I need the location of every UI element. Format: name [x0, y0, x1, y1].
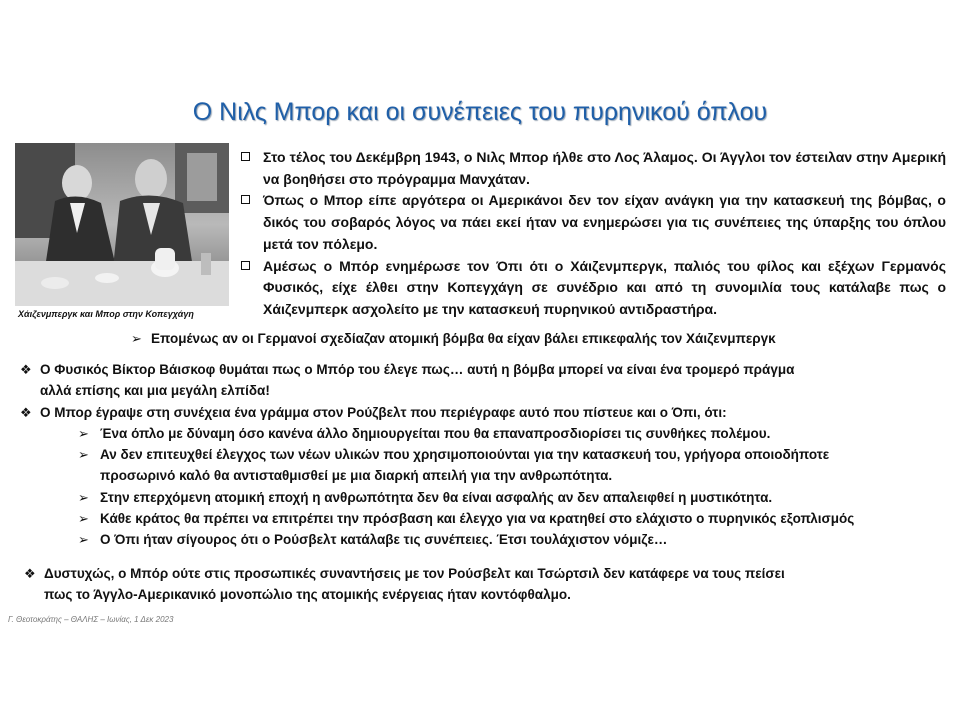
- sub-list-item-text: Ένα όπλο με δύναμη όσο κανένα άλλο δημιουργείται που θα επαναπροσδιορίσει τις συνθήκες πολέμου.: [100, 425, 771, 441]
- list-item: [238, 190, 946, 255]
- footer-credit: Γ. Θεοτοκράτης – ΘΑΛΗΣ – Ιωνίας, 1 Δεκ 2023: [8, 615, 174, 624]
- list-item-continuation: [20, 380, 940, 401]
- arrow-bullet-icon: ➢: [78, 532, 89, 548]
- arrow-bullet-icon: ➢: [78, 511, 89, 527]
- sub-list-item: [20, 508, 940, 529]
- sub-list-item: [20, 529, 940, 550]
- sub-list-item-text: προσωρινό καλό θα αντισταθμισθεί με μια διαρκή απειλή για την ανθρωπότητα.: [100, 468, 613, 484]
- conclusion-line: [131, 331, 931, 347]
- weisskopf-block: [20, 359, 940, 551]
- sub-list-item: [20, 444, 940, 465]
- page-title: Ο Νιλς Μπορ και οι συνέπειες του πυρηνικού όπλου: [192, 98, 768, 126]
- diamond-bullet-icon: ❖: [20, 362, 32, 377]
- final-block: [24, 563, 944, 606]
- sub-list-item-text: Κάθε κράτος θα πρέπει να επιτρέπει την πρόσβαση και έλεγχο για να κρατηθεί στο ελάχιστο ο πυρηνικός εξοπλισμός: [100, 511, 855, 527]
- arrow-bullet-icon: ➢: [78, 489, 89, 505]
- photo-caption: Χάιζενμπεργκ και Μπορ στην Κοπεγχάγη: [18, 309, 194, 319]
- list-item: [238, 256, 946, 321]
- sub-list-item-text: Ο Όπι ήταν σίγουρος ότι ο Ρούσβελτ κατάλαβε τις συνέπειες. Έτσι τουλάχιστον νόμιζε…: [100, 532, 668, 548]
- sub-list-item-continuation: [20, 465, 940, 486]
- list-item-text: Ο Μπορ έγραψε στη συνέχεια ένα γράμμα στον Ρούζβελτ που περιέγραφε αυτό που πίστευε και ο Όπι, ότι:: [40, 404, 727, 420]
- list-item-text: πως το Άγγλο-Αμερικανικό μονοπώλιο της ατομικής ενέργειας ήταν κοντόφθαλμο.: [44, 587, 571, 603]
- list-item: [24, 563, 944, 584]
- checkbox-bullet-icon: [241, 261, 250, 270]
- arrow-bullet-icon: ➢: [78, 447, 89, 463]
- list-item: [238, 147, 946, 190]
- list-item-text: αλλά επίσης και μια μεγάλη ελπίδα!: [40, 383, 270, 399]
- conclusion-text: Επομένως αν οι Γερμανοί σχεδίαζαν ατομική βόμβα θα είχαν βάλει επικεφαλής τον Χάιζενμπεργκ: [151, 331, 776, 346]
- top-bullet-list: [238, 147, 946, 321]
- list-item-text: Αμέσως ο Μπόρ ενημέρωσε τον Όπι ότι ο Χάιζενμπεργκ, παλιός του φίλος και εξέχων Γερμανός Φυσικός, είχε έλθει στην Κοπεγχάγη σε συνέδριο και από τη συνομιλία τους κατάλαβε πως ο Χάιζενμπερκ ασχολείτο με την κατασκευή πυρηνικού αντιδραστήρα.: [263, 257, 946, 317]
- checkbox-bullet-icon: [241, 152, 250, 161]
- sub-list-item-text: Αν δεν επιτευχθεί έλεγχος των νέων υλικών που χρησιμοποιούνται για την κατασκευή του, γρήγορα οποιοδήποτε: [100, 447, 830, 463]
- checkbox-bullet-icon: [241, 195, 250, 204]
- list-item: [20, 359, 940, 380]
- list-item-text: Στο τέλος του Δεκέμβρη 1943, ο Νιλς Μπορ ήλθε στο Λος Άλαμος. Οι Άγγλοι τον έστειλαν στην Αμερική να βοηθήσει στο πρόγραμμα Μανχάταν.: [263, 149, 946, 187]
- sub-list-item-text: Στην επερχόμενη ατομική εποχή η ανθρωπότητα δεν θα είναι ασφαλής αν δεν απαλειφθεί η μυστικότητα.: [100, 489, 773, 505]
- list-item: [20, 402, 940, 423]
- historical-photo: [15, 143, 229, 306]
- list-item-text: Όπως ο Μπορ είπε αργότερα οι Αμερικάνοι δεν τον είχαν ανάγκη για την κατασκευή της βόμβας, ο δικός του σοβαρός λόγος να πάει εκεί ήταν να ενημερώσει για τις συνέπειες της ύπαρξης του όπλου μετά τον πόλεμο.: [263, 192, 946, 252]
- list-item-text: Δυστυχώς, ο Μπόρ ούτε στις προσωπικές συναντήσεις με τον Ρούσβελτ και Τσώρτσιλ δεν κατάφερε να τους πείσει: [44, 566, 785, 581]
- sub-list-item: [20, 487, 940, 508]
- list-item-continuation: [24, 584, 944, 605]
- arrow-bullet-icon: ➢: [78, 425, 89, 441]
- diamond-bullet-icon: ❖: [20, 404, 32, 420]
- diamond-bullet-icon: ❖: [24, 566, 36, 581]
- list-item-text: Ο Φυσικός Βίκτορ Βάισκοφ θυμάται πως ο Μπόρ του έλεγε πως… αυτή η βόμβα μπορεί να είναι ένα τρομερό πράγμα: [40, 362, 795, 377]
- arrow-bullet-icon: ➢: [131, 331, 142, 346]
- sub-list-item: [20, 423, 940, 444]
